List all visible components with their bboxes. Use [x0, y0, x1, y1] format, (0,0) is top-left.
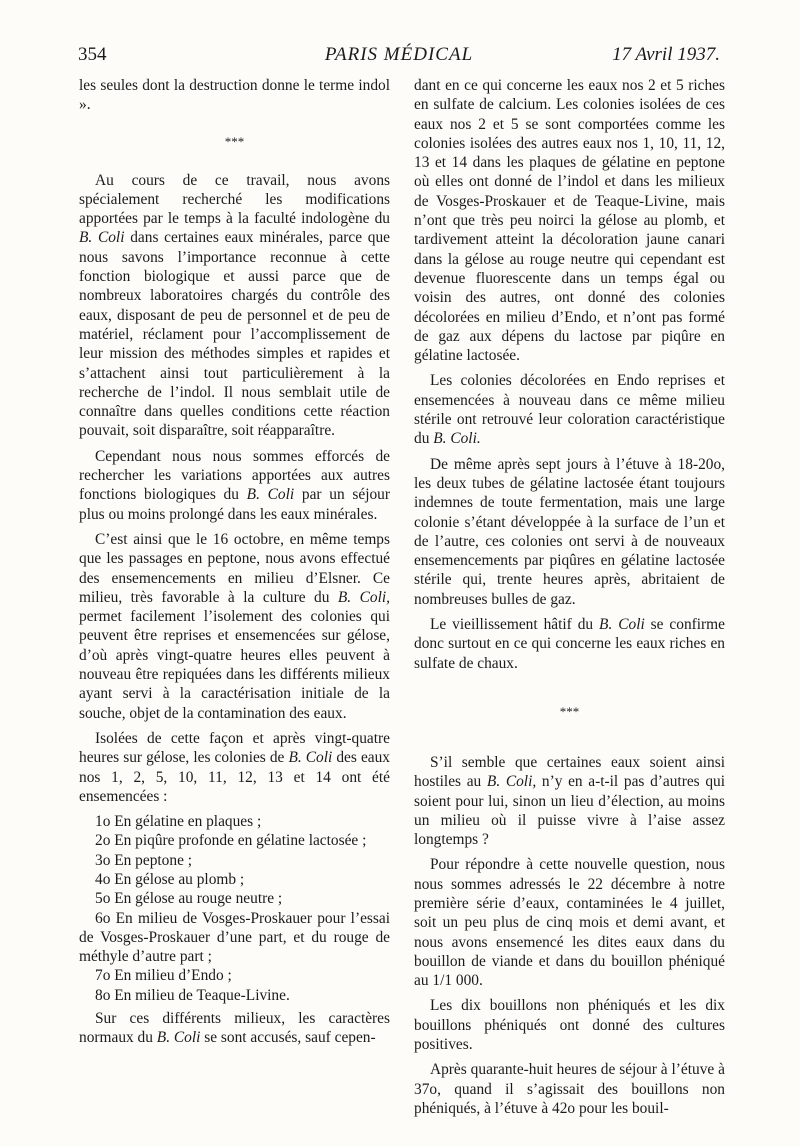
left-column [79, 76, 390, 1054]
right-column [414, 76, 725, 1124]
list-item: 6o En milieu de Vosges-Proskauer pour l’essai de Vosges-Proskauer d’une part, et du rouge de méthyle d’autre part ; [79, 909, 390, 966]
paragraph: De même après sept jours à l’étuve à 18-20o, les deux tubes de gélatine lactosée étant toujours indemnes de toute fermentation, mais une large colonie s’étant développée à la surface de l’un et de l’autre, ces colonies ont servi à de nouveaux ensemencements par piqûres en gélatine lactosée stérile qui, trente heures après, abritaient de nombreuses bulles de gaz. [414, 455, 725, 608]
list-item: 8o En milieu de Teaque-Livine. [95, 986, 290, 1004]
issue-date: 17 Avril 1937. [612, 44, 720, 65]
paragraph: Pour répondre à cette nouvelle question, nous nous sommes adressés le 22 décembre à notre première série d’eaux, contaminées le 4 juillet, soit un peu plus de cinq mois et demi avant, et nous avons ensemencé les dites eaux dans du bouillon de viande et dans du bouillon phéniqué au 1/1 000. [414, 856, 725, 990]
paragraph: Au cours de ce travail, nous avons spécialement recherché les modifications apportées par le temps à la faculté indologène du B. Coli dans certaines eaux minérales, parce que nous savons l’importance reconnue à cette fonction biologique et aussi parce que de nombreux laboratoires chargés du contrôle des eaux, disposant de peu de personnel et de peu de matériel, réclament pour l’accomplissement de leur mission des méthodes simples et rapides et s’attachent ainsi tout particulièrement à la recherche de l’indol. Il nous semblait utile de connaître dans quelles conditions cette réaction pouvait, soit disparaître, soit réapparaître. [79, 171, 391, 440]
paragraph: Après quarante-huit heures de séjour à l’étuve à 37o, quand il s’agissait des bouillons non phéniqués, à l’étuve à 42o pour les bouil- [414, 1061, 725, 1117]
section-break-asterism: *** [559, 703, 580, 719]
paragraph: Les dix bouillons non phéniqués et les dix bouillons phéniqués ont donné des cultures positives. [414, 997, 725, 1054]
paragraph: Isolées de cette façon et après vingt-quatre heures sur gélose, les colonies de B. Coli des eaux nos 1, 2, 5, 10, 11, 12, 13 et 14 ont été ensemencées : [79, 729, 390, 805]
paragraph: S’il semble que certaines eaux soient ainsi hostiles au B. Coli, n’y en a-t-il pas d’autres qui soient pour lui, sinon un lieu d’élection, au moins un milieu où il puisse vivre à l’aise assez longtemps ? [414, 753, 725, 849]
paragraph: dant en ce qui concerne les eaux nos 2 et 5 riches en sulfate de calcium. Les colonies isolées de ces eaux nos 2 et 5 se sont comportées comme les colonies isolées des autres eaux nos 1, 10, 11, 12, 13 et 14 dans les plaques de gélatine en peptone où elles ont donné de l’indol et dans les milieux de Vosges-Proskauer et de Teaque-Livine, mais n’ont que très peu noirci la gélose au plomb, et tardivement atteint la décoloration jaune canari dans la gélose au rouge neutre qui cependant est devenue fluorescente dans un temps égal ou voisin des autres, ont donné des colonies décolorées en milieu d’Endo, et n’ont pas formé de gaz aux dépens du lactose par piqûre en gélatine lactosée. [414, 77, 725, 365]
paragraph: C’est ainsi que le 16 octobre, en même temps que les passages en peptone, nous avons effectué des ensemencements en milieu d’Elsner. Ce milieu, très favorable à la culture du B. Coli, permet facilement l’isolement des colonies qui peuvent être reprises et ensemencées sur gélose, d’où après vingt-quatre heures elles peuvent à nouveau être repiquées dans les différents milieux ayant servi à la caractérisation initiale de la souche, objet de la contamination des eaux. [79, 530, 390, 722]
section-break-asterism: *** [224, 133, 245, 149]
list-item: 1o En gélatine en plaques ; [95, 813, 262, 831]
list-item: 5o En gélose au rouge neutre ; [95, 890, 283, 908]
list-item: 7o En milieu d’Endo ; [95, 967, 232, 985]
paragraph: Cependant nous nous sommes efforcés de rechercher les variations apportées aux autres fonctions biologiques du B. Coli par un séjour plus ou moins prolongé dans les eaux minérales. [79, 447, 391, 523]
list-item: 2o En piqûre profonde en gélatine lactosée ; [95, 832, 367, 850]
page-header [78, 44, 720, 74]
paragraph: Le vieillissement hâtif du B. Coli se confirme donc surtout en ce qui concerne les eaux riches en sulfate de chaux. [414, 616, 725, 672]
page-number: 354 [78, 44, 107, 65]
journal-title: PARIS MÉDICAL [324, 44, 474, 65]
paragraph: les seules dont la destruction donne le terme indol ». [79, 77, 390, 114]
paragraph: Les colonies décolorées en Endo reprises et ensemencées à nouveau dans ce même milieu stérile ont retrouvé leur coloration caractéristique du B. Coli. [414, 372, 725, 448]
paragraph: Sur ces différents milieux, les caractères normaux du B. Coli se sont accusés, sauf cepen- [79, 1010, 390, 1047]
list-item: 4o En gélose au plomb ; [95, 870, 245, 888]
list-item: 3o En peptone ; [95, 851, 193, 869]
